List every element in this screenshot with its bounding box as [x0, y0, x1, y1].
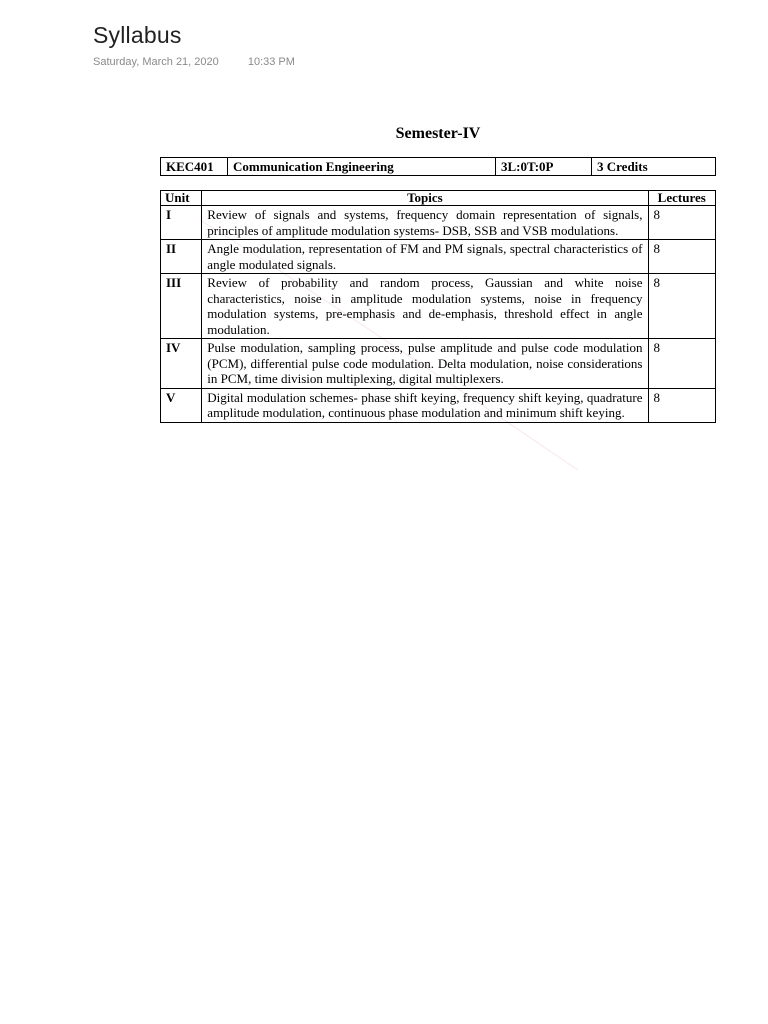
course-info-table: [160, 157, 716, 176]
lectures-cell: 8: [648, 206, 716, 240]
syllabus-document-image: [160, 120, 716, 470]
unit-cell: V: [161, 388, 202, 422]
course-ltp: 3L:0T:0P: [496, 158, 592, 176]
header-lectures: Lectures: [648, 191, 716, 206]
table-row: [161, 240, 716, 274]
topics-cell: Pulse modulation, sampling process, pulse amplitude and pulse code modulation (PCM), differential pulse code modulation. Delta modulation, noise considerations in PCM, time division multiplexing, digital multiplexers.: [202, 339, 648, 389]
topics-table: [160, 190, 716, 423]
table-row: [161, 339, 716, 389]
table-row: [161, 388, 716, 422]
course-info-row: [161, 158, 716, 176]
note-time: 10:33 PM: [247, 56, 295, 68]
table-row: [161, 274, 716, 339]
header-unit: Unit: [161, 191, 202, 206]
topics-cell: Digital modulation schemes- phase shift keying, frequency shift keying, quadrature amplitude modulation, continuous phase modulation and minimum shift keying.: [202, 388, 648, 422]
lectures-cell: 8: [648, 388, 716, 422]
course-code: KEC401: [161, 158, 228, 176]
unit-cell: I: [161, 206, 202, 240]
table-row: [161, 206, 716, 240]
topics-cell: Review of signals and systems, frequency domain representation of signals, principles of amplitude modulation systems- DSB, SSB and VSB modulations.: [202, 206, 648, 240]
topics-header-row: [161, 191, 716, 206]
note-title: Syllabus: [93, 22, 182, 48]
semester-heading: Semester-IV: [395, 125, 481, 142]
note-meta: [93, 56, 295, 68]
unit-cell: III: [161, 274, 202, 339]
lectures-cell: 8: [648, 274, 716, 339]
course-name: Communication Engineering: [228, 158, 496, 176]
unit-cell: IV: [161, 339, 202, 389]
topics-cell: Review of probability and random process, Gaussian and white noise characteristics, noise in amplitude modulation systems, noise in frequency modulation systems, pre-emphasis and de-emphasis, threshold effect in angle modulation.: [202, 274, 648, 339]
lectures-cell: 8: [648, 339, 716, 389]
note-date: Saturday, March 21, 2020: [93, 56, 219, 68]
unit-cell: II: [161, 240, 202, 274]
topics-cell: Angle modulation, representation of FM and PM signals, spectral characteristics of angle modulated signals.: [202, 240, 648, 274]
lectures-cell: 8: [648, 240, 716, 274]
header-topics: Topics: [202, 191, 648, 206]
course-credits: 3 Credits: [592, 158, 716, 176]
